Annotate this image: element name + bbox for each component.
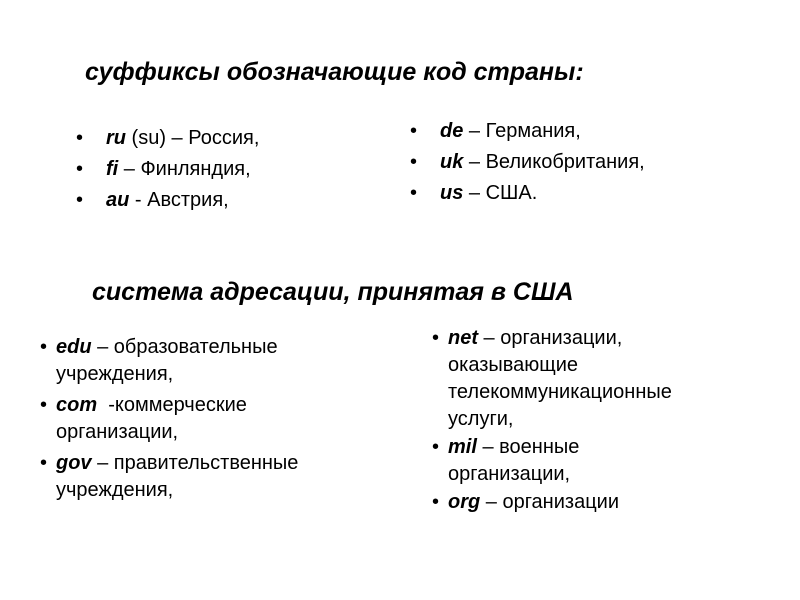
- domain-desc: – Великобритания,: [463, 151, 645, 173]
- domain-desc-cont: организации,: [448, 463, 571, 485]
- list-item: [76, 123, 259, 154]
- list-item: [410, 178, 645, 209]
- domain-code: net: [448, 327, 478, 349]
- list-item: [432, 434, 792, 488]
- domain-desc: -коммерческие: [97, 394, 247, 416]
- domain-desc-cont: учреждения,: [56, 479, 174, 501]
- list-item: [40, 450, 400, 504]
- domain-code: fi: [106, 158, 119, 180]
- domain-desc: – Финляндия,: [118, 158, 251, 180]
- list-item: [410, 147, 645, 178]
- domain-code: us: [440, 182, 464, 204]
- bullet-icon: •: [40, 336, 48, 358]
- country-list-left: [76, 123, 259, 216]
- bullet-icon: •: [432, 436, 440, 458]
- bullet-icon: •: [76, 127, 84, 149]
- bullet-icon: •: [40, 452, 48, 474]
- domain-desc-cont: организации,: [56, 421, 179, 443]
- domain-code: com: [56, 394, 98, 416]
- domain-code: au: [106, 189, 130, 211]
- bullet-icon: •: [410, 182, 418, 204]
- country-list-right: [410, 116, 645, 209]
- bullet-icon: •: [432, 327, 440, 349]
- domain-desc-cont: телекоммуникационные: [448, 381, 672, 403]
- usa-list-left: [40, 334, 400, 508]
- list-item: [40, 334, 400, 388]
- domain-desc: – США.: [463, 182, 538, 204]
- domain-code: gov: [56, 452, 92, 474]
- country-code-heading: суффиксы обозначающие код страны:: [85, 58, 584, 86]
- domain-desc: – образовательные: [91, 336, 278, 358]
- list-item: [432, 489, 792, 516]
- domain-desc: – Германия,: [463, 120, 581, 142]
- usa-addressing-heading: система адресации, принятая в США: [92, 278, 574, 306]
- domain-desc-cont: услуги,: [448, 408, 514, 430]
- domain-code: org: [448, 491, 481, 513]
- list-item: [76, 154, 259, 185]
- domain-code: edu: [56, 336, 92, 358]
- bullet-icon: •: [76, 189, 84, 211]
- bullet-icon: •: [76, 158, 84, 180]
- bullet-icon: •: [40, 394, 48, 416]
- bullet-icon: •: [410, 120, 418, 142]
- bullet-icon: •: [432, 491, 440, 513]
- domain-desc: – правительственные: [91, 452, 299, 474]
- domain-code: uk: [440, 151, 464, 173]
- domain-code: de: [440, 120, 464, 142]
- list-item: [432, 325, 792, 433]
- list-item: [410, 116, 645, 147]
- domain-code: mil: [448, 436, 477, 458]
- domain-desc: – организации: [480, 491, 619, 513]
- domain-desc: - Австрия,: [129, 189, 229, 211]
- bullet-icon: •: [410, 151, 418, 173]
- domain-desc: – организации,: [478, 327, 623, 349]
- domain-code: ru: [106, 127, 126, 149]
- list-item: [40, 392, 400, 446]
- domain-desc-cont: оказывающие: [448, 354, 579, 376]
- domain-desc-cont: учреждения,: [56, 363, 174, 385]
- domain-desc: (su) – Россия,: [126, 127, 260, 149]
- usa-list-right: [432, 325, 792, 517]
- list-item: [76, 185, 259, 216]
- domain-desc: – военные: [476, 436, 580, 458]
